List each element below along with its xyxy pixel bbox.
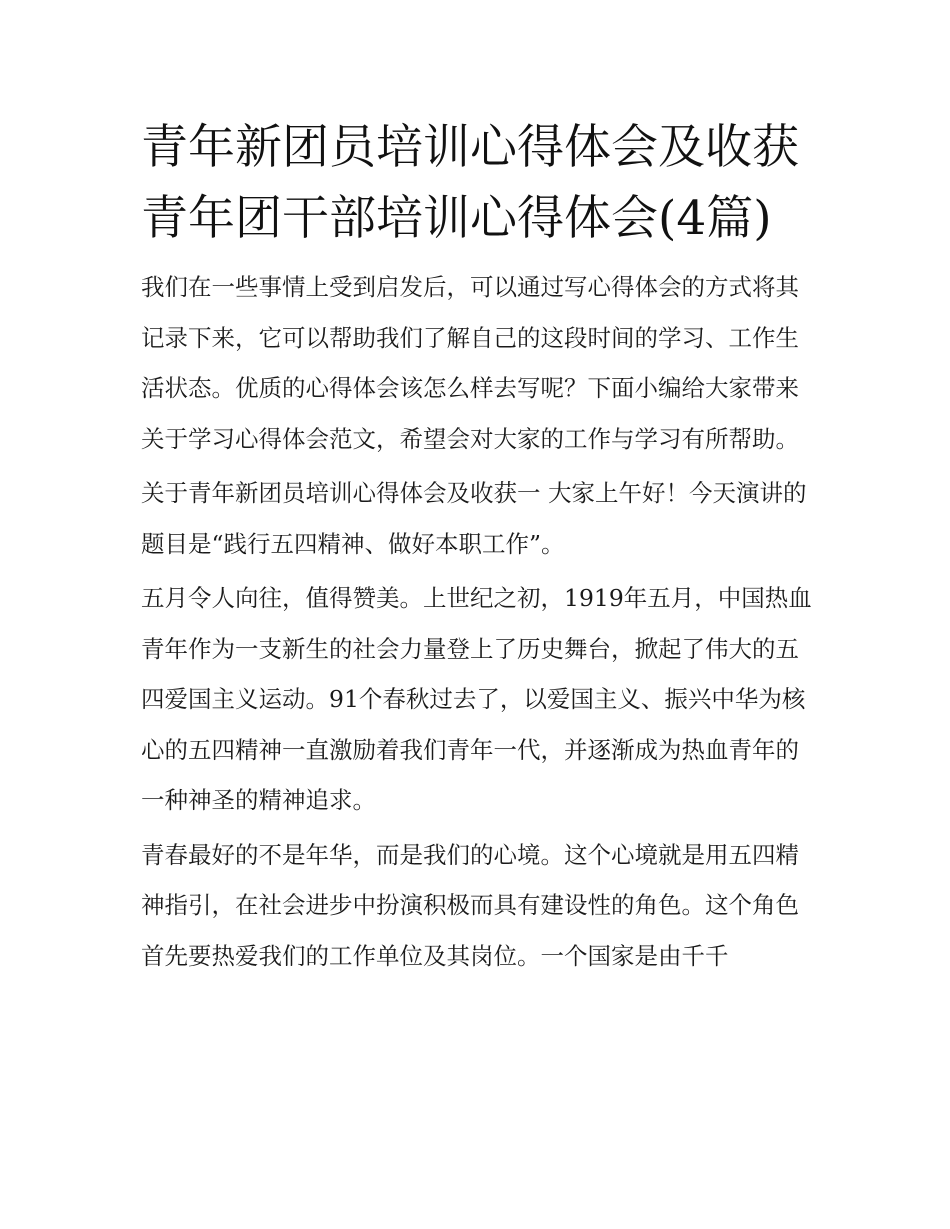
document-title: 青年新团员培训心得体会及收获 青年团干部培训心得体会(4篇) — [141, 120, 799, 246]
paragraph-intro: 我们在一些事情上受到启发后，可以通过写心得体会的方式将其记录下来，它可以帮助我们了解自己的这段时间的学习、工作生活状态。优质的心得体会该怎么样去写呢？下面小编给大家带来关于学习心得体会范文，希望会对大家的工作与学习有所帮助。 — [141, 273, 799, 453]
document-body — [141, 112, 813, 985]
paragraph-section-one-opening: 关于青年新团员培训心得体会及收获一 大家上午好！今天演讲的题目是“践行五四精神、做好本职工作”。 — [141, 479, 807, 558]
paragraph-may-fourth: 五月令人向往，值得赞美。上世纪之初，1919年五月，中国热血青年作为一支新生的社会力量登上了历史舞台，掀起了伟大的五四爱国主义运动。91个春秋过去了，以爱国主义、振兴中华为核心的五四精神一直激励着我们青年一代，并逐渐成为热血青年的一种神圣的精神追求。 — [141, 584, 812, 814]
paragraph-youth-mindset: 青春最好的不是年华，而是我们的心境。这个心境就是用五四精神指引，在社会进步中扮演积极而具有建设性的角色。这个角色首先要热爱我们的工作单位及其岗位。一个国家是由千千 — [141, 840, 799, 970]
